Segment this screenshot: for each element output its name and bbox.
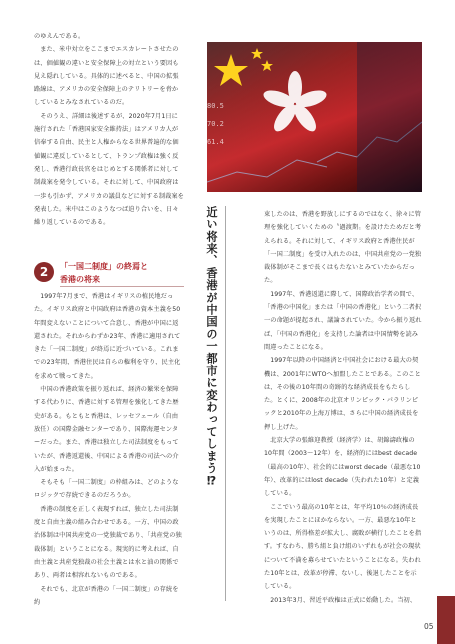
paragraph: 中国の香港政策を振り返れば、経済の繁栄を保障する代わりに、香港に対する管理を強化してきた歴史がある。もともと香港は、レッセフェール（自由放任）の国際金融センターであり、国際海運センターだった。また、香港は独立した司法制度をもっていたが、香港返還後、中国による香港の司法への介入が始まった。 xyxy=(34,386,179,473)
flag-illustration xyxy=(207,42,422,192)
paragraph: 1997年、香港返還に際して、国際政治学者の間で、「香港の中国化」または「中国の香港化」という二者択一の命題が提起され、議論されていた。今から振り返れば、「中国の香港化」を支持した論者は中国情勢を読み間違ったことになる。 xyxy=(264,290,422,351)
paragraph: のゆえんである。 xyxy=(34,33,85,40)
paragraph: 1997年7月まで、香港はイギリスの植民地だった。イギリス政府と中国政府は香港の資本主義を50年間変えないことについて合意し、香港が中国に返還された。それからわずか23年、香港に適用されてきた「一国二制度」が終焉に近づいている。これまでの23年間、香港住民は自らの権利を守り、民主化を求めて戦ってきた。 xyxy=(34,293,181,380)
paragraph: 2013年3月、習近平政権は正式に始動した。当初、 xyxy=(270,596,417,604)
paragraph: そもそも「一国二制度」の枠組みは、どのようなロジックで存続できるのだろうか。 xyxy=(34,479,179,500)
paragraph: 香港の制度を正しく表現すれば、独立した司法制度と自由主義の組み合わせである。一方、中国の政治体制は中国共産党の一党独裁であり、「共産党の独裁体制」ということになる。現実的に考えれば、自由主義と共産党独裁の社会主義とは水と油の関係であり、両者は相容れないものである。 xyxy=(34,505,182,580)
section-heading xyxy=(34,259,184,287)
paragraph: また、米中対立をここまでエスカレートさせたのは、価値観の違いと安全保障上の対立という要因も見え隠れしている。具体的に述べると、中国の拡張路線は、アメリカの安全保障上のテリトリーを脅かしているとみなされているのだ。 xyxy=(34,46,179,107)
paragraph: ここでいう最高の10年とは、年平均10％の経済成長を実現したことにほかならない。一方、最悪な10年というのは、所得格差が拡大し、腐敗が横行したことを指す。すなわち、勝ち組と負け組のいずれもが社会の現状について不満を募らせていたということになる。失われた10年とは、改革が停滞、ないし、後退したことを示している。 xyxy=(264,503,422,591)
hong-kong-china-flag-photo xyxy=(207,42,422,192)
body-text-left-bottom xyxy=(34,290,184,609)
body-text-left-top xyxy=(34,30,184,229)
section-title-line1: 「一国二制度」の終焉と xyxy=(60,262,148,271)
svg-text:80.5: 80.5 xyxy=(207,102,224,110)
paragraph: そのうえ、詳細は後述するが、2020年7月1日に施行された「香港国家安全維持法」はアメリカ人が信奉する自由、民主と人権からなる世界普遍的な価値観に違反しているとして、トランプ政権は強く反発し、香港行政長官をはじめとする関係者に対して制裁案を発令している。それに対して、中国政府は一歩も引かず、アメリカの議員などに対する制裁案を発表した。米中はこのようなつば迫り合いを、日々繰り返しているのである。 xyxy=(34,112,184,227)
page-edge-bar xyxy=(437,596,455,644)
paragraph: 束したのは、香港を野放しにするのではなく、徐々に管理を強化していくための〝過渡期〟を設けたためだと考えられる。それに対して、イギリス政府と香港住民が「一国二制度」を受け入れたのは、中国共産党の一党独裁体制がそこまで長くはもたないとみていたからだった。 xyxy=(264,211,422,285)
svg-text:61.4: 61.4 xyxy=(207,138,224,146)
vertical-divider xyxy=(225,206,226,601)
svg-text:70.2: 70.2 xyxy=(207,120,224,128)
body-text-right xyxy=(264,208,422,607)
section-title-line2: 香港の将来 xyxy=(60,275,100,284)
paragraph: 1997年以降の中国経済と中国社会における最大の契機は、2001年にWTOへ加盟したことである。このことは、その後の10年間の奇跡的な経済成長をもたらした。とくに、2008年の北京オリンピック・パラリンピックと2010年の上海万博は、さらに中国の経済成長を押し上げた。 xyxy=(264,357,421,431)
vertical-pull-quote: 近い将来、香港が中国の一都市に変わってしまう⁉ xyxy=(205,206,218,489)
page-number: 05 xyxy=(424,622,434,631)
section-number-badge: 2 xyxy=(34,262,54,282)
section-divider xyxy=(60,286,184,287)
paragraph: それでも、北京が香港の「一国二制度」の存続を約 xyxy=(34,585,179,606)
paragraph: 北京大学の張維迎教授（経済学）は、胡錦濤政権の10年間（2003〜12年）を、経済的にはbest decade（最高の10年）、社会的にはworst decade（最悪な10年）、改革的にはlost decade（失われた10年）と定義している。 xyxy=(264,437,421,498)
